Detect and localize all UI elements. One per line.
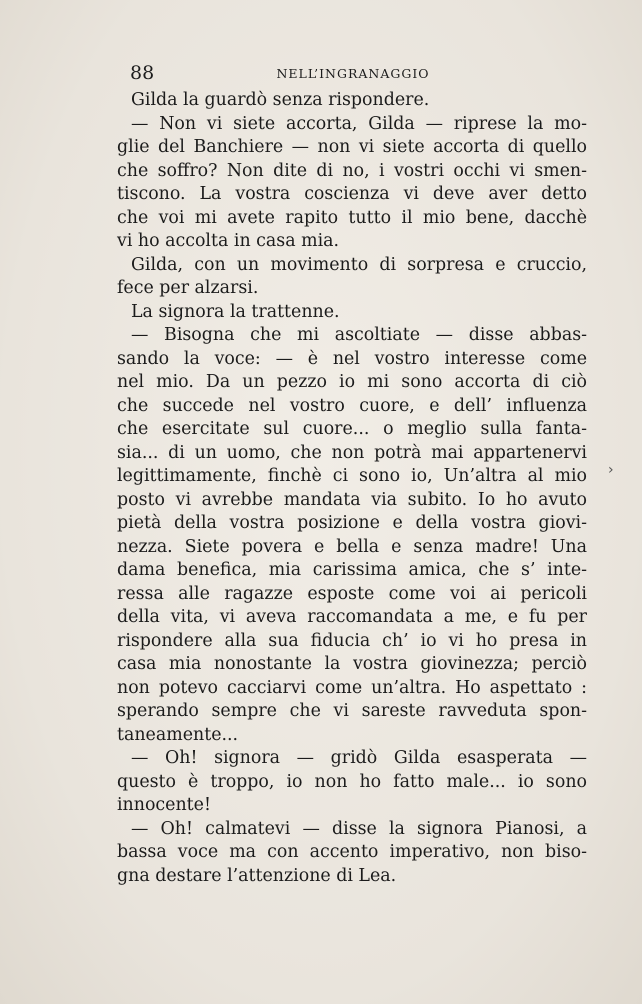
- text-line: taneamente...: [117, 724, 239, 745]
- text-line: sia... di un uomo, che non potrà mai appartenervi: [117, 442, 587, 463]
- text-line: sperando sempre che vi sareste ravveduta spon-: [117, 701, 587, 721]
- margin-mark-icon: ›: [608, 462, 614, 478]
- text-line: innocente!: [117, 795, 211, 815]
- text-line: posto vi avrebbe mandata via subito. Io ho avuto: [117, 489, 587, 510]
- text-line: — Bisogna che mi ascoltiate — disse abbas-: [131, 325, 587, 345]
- text-line: legittimamente, finchè ci sono io, Un’altra al mio: [117, 466, 587, 486]
- text-line: non potevo cacciarvi come un’altra. Ho aspettato :: [117, 677, 587, 698]
- text-line: casa mia nonostante la vostra giovinezza; perciò: [117, 654, 587, 674]
- page-number: 88: [130, 62, 155, 84]
- text-line: vi ho accolta in casa mia.: [117, 231, 340, 251]
- text-line: che esercitate sul cuore... o meglio sulla fanta-: [117, 419, 587, 439]
- running-title: NELL’INGRANAGGIO: [276, 66, 430, 81]
- text-line: bassa voce ma con accento imperativo, non biso-: [117, 842, 587, 862]
- text-line: Gilda, con un movimento di sorpresa e cruccio,: [131, 254, 587, 275]
- page-header: [118, 62, 588, 88]
- text-line: che voi mi avete rapito tutto il mio bene, dacchè: [117, 207, 587, 228]
- text-line: della vita, vi aveva raccomandata a me, e fu per: [117, 607, 587, 627]
- text-line: nel mio. Da un pezzo io mi sono accorta di ciò: [117, 372, 587, 392]
- text-line: — Oh! signora — gridò Gilda esasperata —: [131, 748, 587, 768]
- text-line: Gilda la guardò senza rispondere.: [131, 90, 430, 110]
- text-line: ressa alle ragazze esposte come voi ai pericoli: [117, 583, 587, 604]
- text-line: La signora la trattenne.: [131, 301, 340, 322]
- text-line: glie del Banchiere — non vi siete accorta di quello: [117, 137, 587, 157]
- text-line: fece per alzarsi.: [117, 278, 259, 298]
- text-line: sando la voce: — è nel vostro interesse come: [117, 348, 587, 369]
- text-line: che succede nel vostro cuore, e dell’ influenza: [117, 395, 587, 416]
- text-line: che soffro? Non dite di no, i vostri occhi vi smen-: [117, 160, 587, 181]
- text-line: questo è troppo, io non ho fatto male... io sono: [117, 771, 587, 792]
- text-line: gna destare l’attenzione di Lea.: [117, 865, 397, 886]
- text-line: dama benefica, mia carissima amica, che s’ inte-: [117, 560, 587, 580]
- text-line: nezza. Siete povera e bella e senza madre! Una: [117, 536, 587, 557]
- text-line: tiscono. La vostra coscienza vi deve aver detto: [117, 184, 587, 204]
- text-line: — Oh! calmatevi — disse la signora Pianosi, a: [131, 818, 587, 839]
- body-text: [117, 89, 587, 888]
- text-line: pietà della vostra posizione e della vostra giovi-: [117, 513, 587, 533]
- text-line: rispondere alla sua fiducia ch’ io vi ho presa in: [117, 630, 587, 651]
- text-line: — Non vi siete accorta, Gilda — riprese la mo-: [131, 113, 587, 134]
